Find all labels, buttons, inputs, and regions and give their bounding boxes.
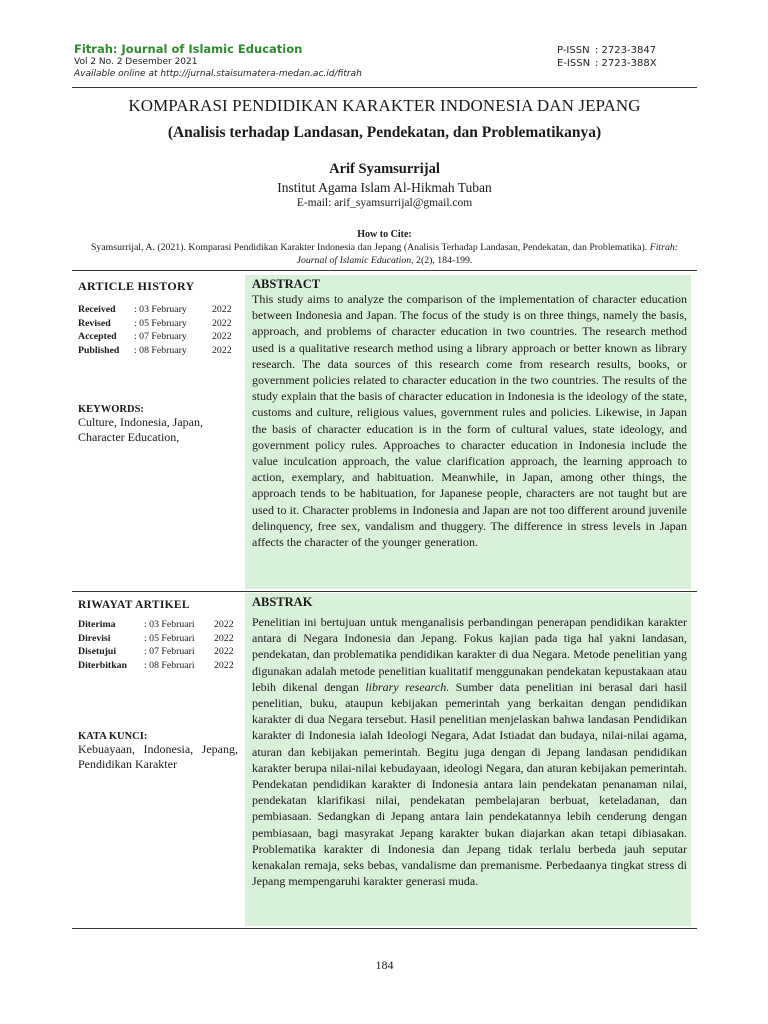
author-email: E-mail: arif_syamsurrijal@gmail.com — [296, 197, 473, 209]
author-institution: Institut Agama Islam Al-Hikmah Tuban — [277, 180, 492, 195]
eissn-label: E-ISSN — [557, 58, 591, 69]
citation-main: Syamsurrijal, A. (2021). Komparasi Pendidikan Karakter Indonesia dan Jepang (Analisis Terhadap Landasan, Pendekatan, dan Problematika). — [90, 242, 648, 253]
citation-text — [76, 241, 693, 267]
journal-header — [74, 42, 362, 80]
riwayat-heading: RIWAYAT ARTIKEL — [78, 599, 190, 611]
abstrak-heading: ABSTRAK — [252, 595, 313, 609]
author-name: Arif Syamsurrijal — [329, 161, 440, 177]
abstrak-box — [245, 593, 691, 926]
page-number: 184 — [375, 958, 394, 972]
article-history-heading: ARTICLE HISTORY — [78, 279, 195, 293]
article-history — [78, 279, 238, 444]
section-divider-bottom — [72, 928, 697, 929]
history-row: Accepted : 07 February 2022 — [78, 331, 232, 343]
section-divider-top — [72, 270, 697, 271]
history-row: Diterbitkan : 08 Februari 2022 — [78, 659, 234, 671]
issn-block — [557, 44, 657, 70]
citation-journal: Fitrah: Journal of Islamic Education — [296, 242, 679, 266]
article-title: KOMPARASI PENDIDIKAN KARAKTER INDONESIA DAN JEPANG — [128, 96, 641, 115]
abstrak-text: Penelitian ini bertujuan untuk menganalisis perbandingan penerapan pendidikan karakter antara di Negara Indonesia dan Jepang. Fokus kajian pada tiga hal yakni landasan, pendekatan, dan problematika pendidikan karakter di dua Negara. Metode penelitian yang digunakan adalah metode penelitian kualitatif menggunakan pendekatan kepustakaan atau lebih dikenal dengan library research. Sumber data penelitian ini berasal dari hasil penelitian, buku, ataupun kebijakan pemerintah yang berkaitan dengan pendidikan karakter di dua Negara tersebut. Hasil penelitian menjelaskan bahwa landasan Pendidikan karakter di Indonesia ialah Ideologi Negara, Adat Istiadat dan budaya, nilai-nilai agama, aturan dan kebijakan pemerintah. Begitu juga dengan di Jepang landasan pendidikan karakter berupa nilai-nilai kebudayaan, ideologi Negara, dan aturan kebijakan pemerintah. Pendekatan pendidikan karakter di Indonesia antara lain pendekatan penanaman nilai, pendekatan klarifikasi nilai, pendekatan pembelajaran berbuat, keteladanan, dan pembiasaan. Sedangkan di Jepang antara lain pendekatannya lebih cenderung dengan pembiasaan, bagi masyrakat Jepang karakter bukan diajarkan akan tetapi dibiasakan. Problematika karakter di Indonesia dan Jepang tidak terlalu berbeda jauh seputar kenakalan remaja, seks bebas, vandalisme dan premanisme. Perbedaanya tingkat stress di Jepang mempengaruhi karakter generasi muda. — [252, 615, 687, 889]
history-row: Direvisi : 05 Februari 2022 — [78, 632, 234, 644]
pissn-label: P-ISSN — [557, 45, 590, 56]
section-divider-middle — [72, 591, 697, 592]
pissn-value: : 2723-3847 — [595, 45, 657, 56]
history-row: Disetujui : 07 Februari 2022 — [78, 646, 234, 658]
header-divider — [72, 87, 697, 88]
riwayat-artikel — [78, 599, 238, 771]
journal-name: Fitrah: Journal of Islamic Education — [74, 42, 303, 56]
history-row: Diterima : 03 Februari 2022 — [78, 619, 234, 630]
abstract-box — [245, 275, 691, 589]
abstrak-emphasis: library research. — [365, 679, 450, 694]
history-row: Published : 08 February 2022 — [78, 344, 232, 356]
kata-kunci-heading: KATA KUNCI: — [78, 731, 148, 743]
keywords-heading: KEYWORDS: — [78, 404, 144, 416]
article-subtitle: (Analisis terhadap Landasan, Pendekatan, dan Problematikanya) — [167, 124, 602, 141]
abstract-text: This study aims to analyze the comparison of the implementation of character education between Indonesia and Japan. The focus of the study is on three things, namely the basis, approach, and problems of character education in two countries. The research method used is a qualitative research method using a library approach or better known as library research. The data sources of this research come from research results, books, or government policies related to character education in the two countries. The results of the study explain that the basis of character education in Indonesia is the ideology of the state, customs and culture, religious values, government rules and policies. Likewise, in Japan the basis of character education is in the form of cultural values, state ideology, and government policy rules. Approaches to character education in Indonesia include the value inculcation approach, the value clarification approach, the learning approach to action, exemplary, and habituation. Meanwhile, in Japan, among other things, the approach tends to be habituation, for Japanese people, characters are not taught but are used to it. Character problems in Indonesia and Japan are not too different around juvenile delinquency, free sex, vandalism and thuggery. The difference in stress levels in Japan affects the character of the younger generation. — [252, 292, 687, 550]
journal-volume: Vol 2 No. 2 Desember 2021 — [74, 57, 198, 67]
keywords-list: Culture, Indonesia, Japan, Character Education, — [78, 415, 203, 444]
how-to-cite-heading: How to Cite: — [357, 229, 412, 240]
journal-url[interactable]: Available online at http://jurnal.staisumatera-medan.ac.id/fitrah — [74, 69, 362, 79]
abstract-heading: ABSTRACT — [252, 277, 321, 291]
history-row: Revised : 05 February 2022 — [78, 317, 232, 329]
eissn-value: : 2723-388X — [595, 58, 657, 69]
history-row: Received : 03 February 2022 — [78, 304, 232, 315]
citation-tail: , 2(2), 184-199. — [411, 255, 473, 266]
kata-kunci-list: Kebuayaan, Indonesia, Jepang, Pendidikan Karakter — [78, 742, 238, 771]
